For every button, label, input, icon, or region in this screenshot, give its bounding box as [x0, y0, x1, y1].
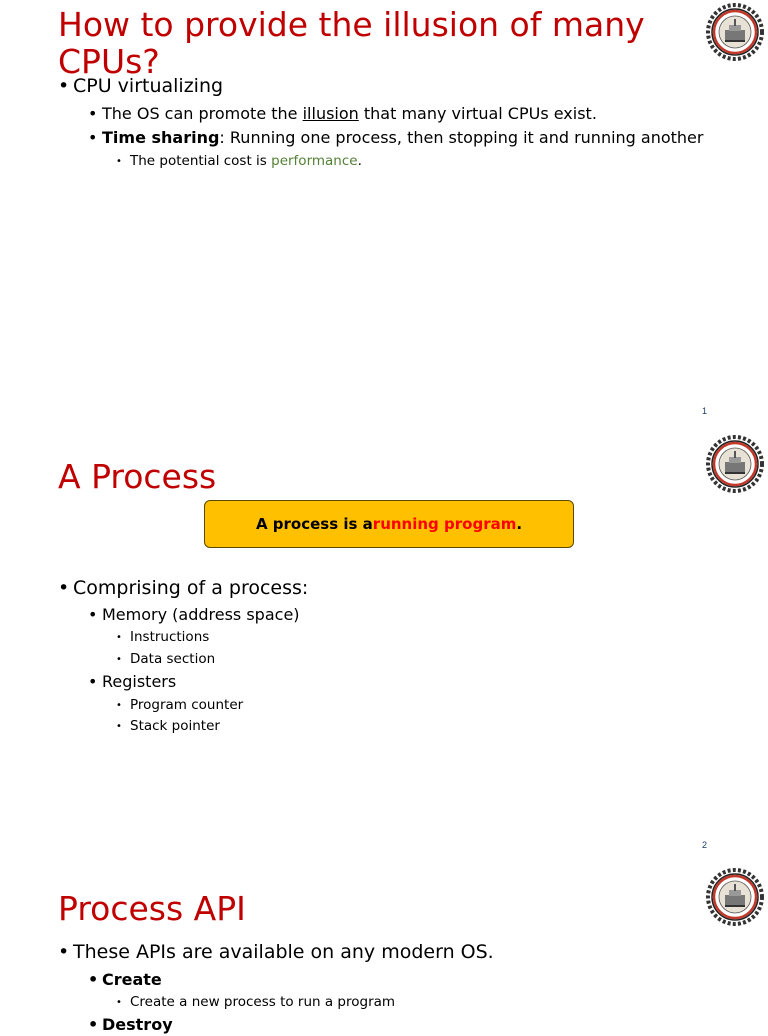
bullet-time-sharing: • Time sharing: Running one process, then stopping it and running another — [88, 127, 703, 149]
slide-1 — [0, 0, 768, 434]
bullet-registers: • Registers — [88, 671, 176, 693]
bullet-stack-pointer: • Stack pointer — [116, 716, 220, 737]
bullet-instructions: • Instructions — [116, 627, 209, 648]
slide-title: Process API — [58, 889, 246, 928]
bullet-create: • Create — [88, 969, 162, 991]
slide-3 — [0, 868, 768, 1034]
page-number: 2 — [702, 840, 708, 850]
bullet-comprising: • Comprising of a process: — [58, 576, 308, 600]
page-number: 1 — [702, 406, 708, 416]
bullet-data-section: • Data section — [116, 649, 215, 670]
university-seal-logo — [706, 868, 764, 926]
university-seal-logo — [706, 3, 764, 61]
bullet-apis-available: • These APIs are available on any modern OS. — [58, 940, 494, 964]
slide-title: A Process — [58, 457, 217, 496]
university-seal-logo — [706, 435, 764, 493]
bullet-potential-cost: • The potential cost is performance. — [116, 151, 362, 172]
bullet-create-desc: • Create a new process to run a program — [116, 992, 395, 1013]
bullet-program-counter: • Program counter — [116, 695, 243, 716]
process-definition-callout: A process is a running program . — [204, 500, 574, 548]
bullet-memory: • Memory (address space) — [88, 604, 300, 626]
slide-title: How to provide the illusion of many CPUs? — [58, 5, 645, 81]
bullet-cpu-virtualizing: • CPU virtualizing — [58, 74, 223, 98]
bullet-os-illusion: • The OS can promote the illusion that many virtual CPUs exist. — [88, 103, 597, 125]
bullet-destroy: • Destroy — [88, 1014, 173, 1036]
